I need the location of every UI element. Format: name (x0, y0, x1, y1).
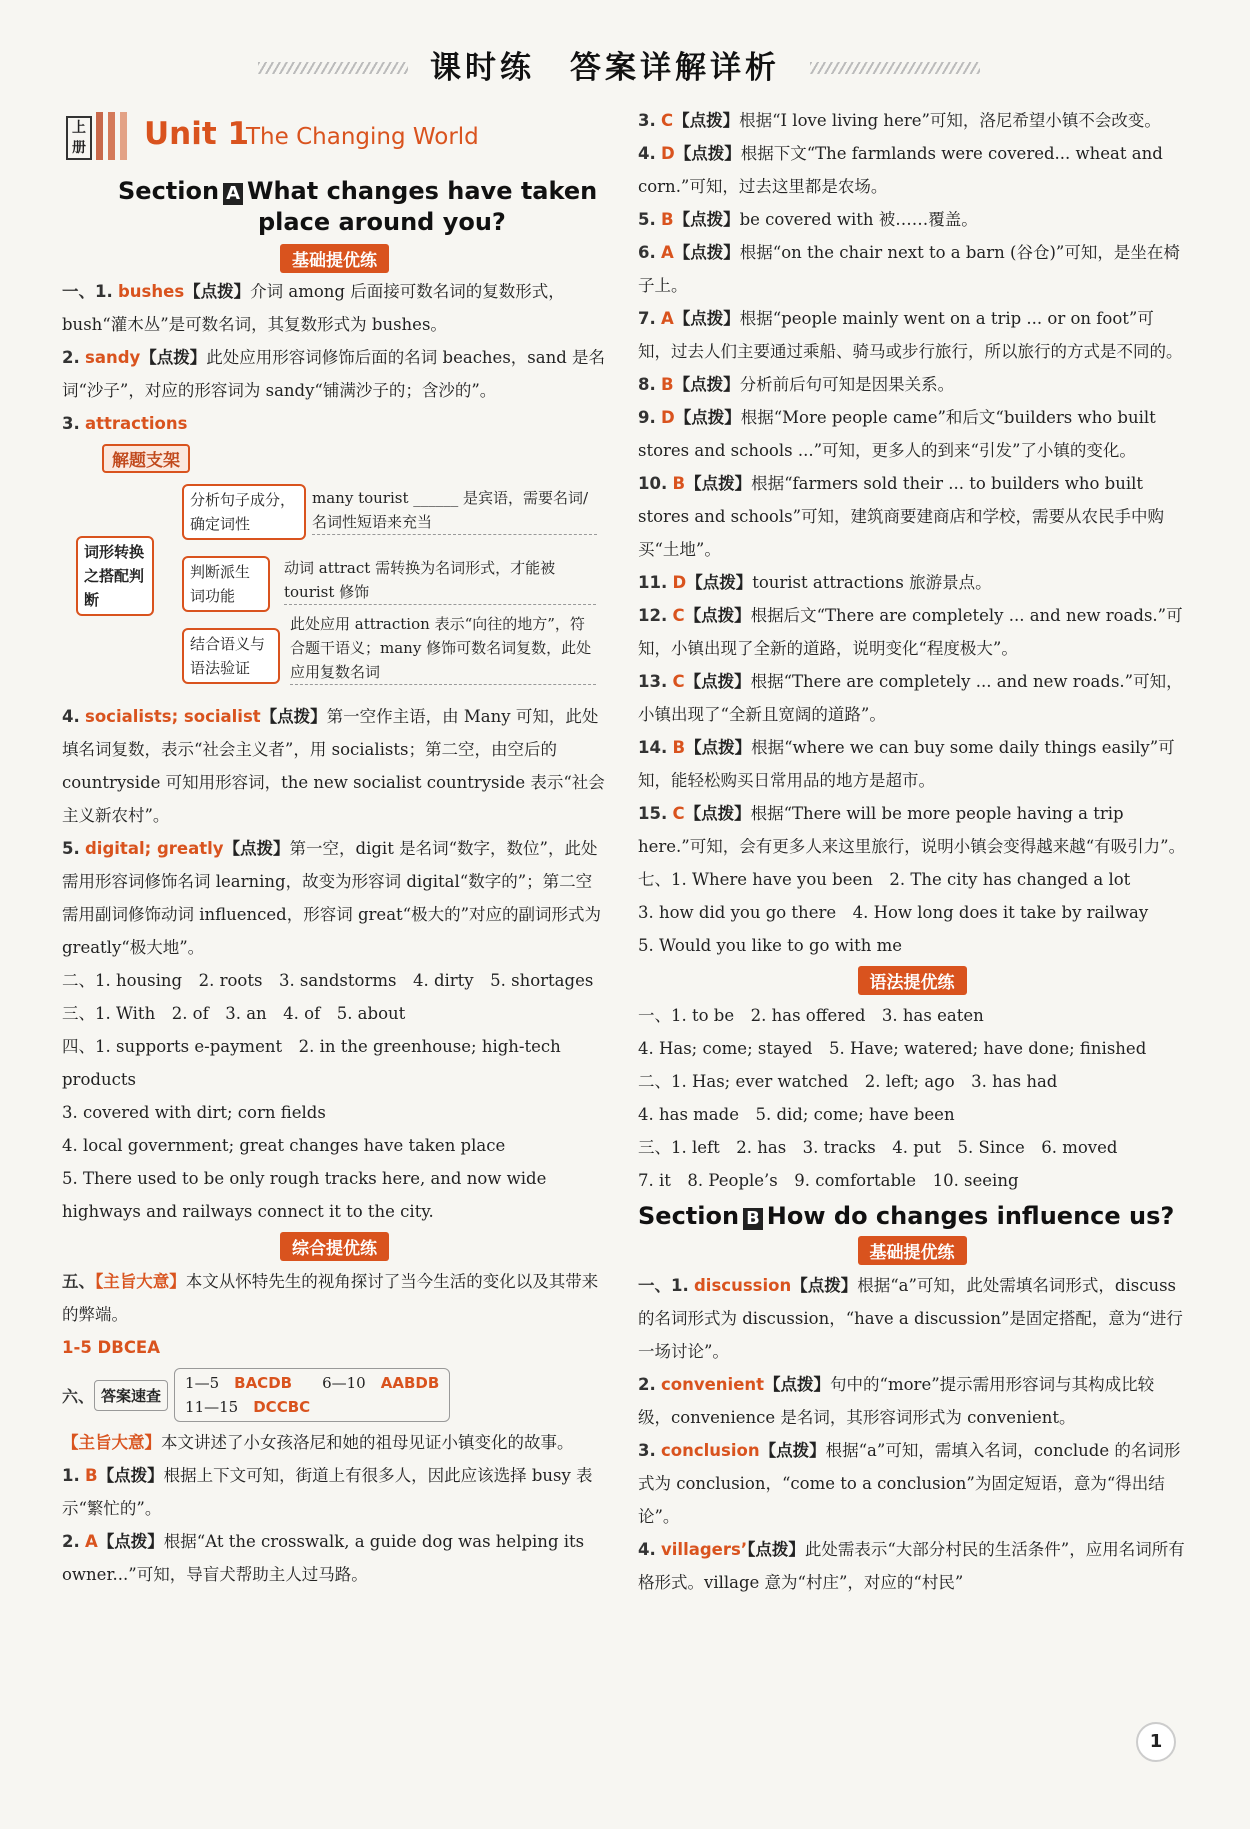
main-idea-tag: 【主旨大意】 (62, 1433, 161, 1452)
hint-tag: 【点拨】 (223, 839, 290, 858)
item-number: 15. (638, 804, 668, 823)
header-hatch-left (258, 62, 408, 74)
item-number: 六、 (62, 1386, 95, 1406)
answer-item (638, 302, 1186, 368)
explanation: 根据“There are completely ... and new roads.”可知，小镇出现了“全新且宽阔的道路”。 (638, 672, 1183, 724)
hint-tag: 【点拨】 (764, 1375, 831, 1394)
answer: D (672, 573, 687, 592)
item-number: 7. (638, 309, 656, 328)
answer: B (672, 474, 686, 493)
answer: B (672, 738, 686, 757)
item-number: 2. (62, 348, 80, 367)
answer-item (638, 467, 1186, 566)
page-number: 1 (1136, 1722, 1176, 1762)
explanation: 根据后文“There are completely ... and new roads.”可知，小镇出现了全新的道路，说明变化“程度极大”。 (638, 606, 1183, 658)
section-letter: B (743, 1208, 763, 1230)
explanation: 此处需表示“大部分村民的生活条件”，应用名词所有格形式。village 意为“村庄”，对应的“村民” (638, 1540, 1185, 1592)
answer: convenient (661, 1375, 765, 1394)
range: 6—10 (322, 1374, 366, 1392)
explanation: 此处应用形容词修饰后面的名词 beaches，sand 是名词“沙子”，对应的形容词为 sandy“铺满沙子的；含沙的”。 (62, 348, 606, 400)
item-number: 14. (638, 738, 668, 757)
answer-item (638, 1368, 1186, 1434)
answer-line: 四、1. supports e-payment 2. in the greenhouse; high-tech products (62, 1037, 561, 1089)
hint-tag: 【点拨】 (673, 309, 740, 328)
explanation: tourist attractions 旅游景点。 (752, 573, 992, 592)
answer-line: 三、1. With 2. of 3. an 4. of 5. about (62, 1004, 406, 1023)
main-idea-tag: 【主旨大意】 (95, 1272, 186, 1291)
main-idea (62, 1265, 607, 1331)
unit-name: The Changing World (246, 124, 479, 150)
hint-tag: 【点拨】 (759, 1441, 826, 1460)
quick-answer-box (62, 1368, 607, 1422)
hint-tag: 【点拨】 (791, 1276, 858, 1295)
hint-tag: 【点拨】 (685, 474, 752, 493)
diagram-branch-3: 结合语义与语法验证 (182, 628, 280, 684)
explanation: 根据“people mainly went on a trip ... or on foot”可知，过去人们主要通过乘船、骑马或步行旅行，所以旅行的方式是不同的。 (638, 309, 1183, 361)
hint-tag: 【点拨】 (684, 804, 751, 823)
header-hatch-right (810, 62, 980, 74)
item-number: 8. (638, 375, 656, 394)
answer-item (62, 341, 607, 407)
answer-line: 4. Has; come; stayed 5. Have; watered; have done; finished (638, 1039, 1147, 1058)
section-a-title-line2: place around you? (258, 208, 506, 236)
section-b-title (638, 1201, 1186, 1232)
item-number: 3. (62, 414, 80, 433)
answer-item (62, 1459, 607, 1525)
explanation: 根据“There will be more people having a trip here.”可知，会有更多人来这里旅行，说明小镇会变得越来越“有吸引力”。 (638, 804, 1186, 856)
answer-line: 1-5 DBCEA (62, 1338, 160, 1357)
answer: A (661, 309, 674, 328)
right-column (638, 104, 1186, 1599)
answer-item (62, 832, 607, 964)
answer: socialists; socialist (85, 707, 261, 726)
answer-item (638, 1269, 1186, 1368)
answer-line: 二、1. Has; ever watched 2. left; ago 3. has had (638, 1072, 1058, 1091)
answer-line: 一、1. to be 2. has offered 3. has eaten (638, 1006, 984, 1025)
hint-tag: 【点拨】 (684, 606, 751, 625)
explanation: 根据“a”可知，此处需填名词形式，discuss 的名词形式为 discussion，“have a discussion”是固定搭配，意为“进行一场讨论”。 (638, 1276, 1183, 1361)
section-a-title (62, 176, 607, 207)
item-number: 一、1. (62, 282, 113, 301)
answer: B (661, 210, 674, 229)
basic-practice-pill: 基础提优练 (280, 244, 389, 273)
answer-line: 4. local government; great changes have taken place (62, 1136, 506, 1155)
answer-item (638, 203, 1186, 236)
answer: C (661, 111, 674, 130)
basic-practice-pill: 基础提优练 (858, 1236, 967, 1265)
item-number: 1. (62, 1466, 80, 1485)
answer: bushes (118, 282, 185, 301)
explanation: 根据“a”可知，需填入名词，conclude 的名词形式为 conclusion，“come to a conclusion”为固定短语，意为“得出结论”。 (638, 1441, 1181, 1526)
answer-item (638, 104, 1186, 137)
answer-item (638, 566, 1186, 599)
unit-decor-bars (96, 112, 136, 160)
answer: B (661, 375, 674, 394)
item-number: 五、 (62, 1272, 95, 1291)
diagram-text-1: many tourist ______ 是宾语，需要名词/名词性短语来充当 (312, 486, 597, 535)
hint-tag: 【点拨】 (673, 243, 740, 262)
grammar-practice-pill: 语法提优练 (858, 966, 967, 995)
hint-tag: 【点拨】 (97, 1466, 164, 1485)
answer-item (638, 797, 1186, 863)
answer: A (661, 243, 674, 262)
answer: C (672, 672, 685, 691)
answer: attractions (85, 414, 188, 433)
unit-number: Unit 1 (144, 116, 250, 152)
item-number: 5. (638, 210, 656, 229)
hint-tag: 【点拨】 (184, 282, 251, 301)
answer: C (672, 804, 685, 823)
answer-line: 4. has made 5. did; come; have been (638, 1105, 955, 1124)
answers: DCCBC (253, 1398, 311, 1416)
quick-answer-grid (174, 1368, 450, 1422)
answer-item (62, 700, 607, 832)
explanation: 根据“I love living here”可知，洛尼希望小镇不会改变。 (739, 111, 1161, 130)
hint-tag: 【点拨】 (140, 348, 207, 367)
answer: B (85, 1466, 98, 1485)
item-number: 一、1. (638, 1276, 689, 1295)
answer-line: 3. how did you go there 4. How long does it take by railway (638, 903, 1149, 922)
range: 1—5 (185, 1374, 220, 1392)
answer-item (638, 1434, 1186, 1533)
answer: C (672, 606, 685, 625)
answer-item (62, 1525, 607, 1591)
answer: D (661, 144, 675, 163)
explanation: 根据“More people came”和后文“builders who built stores and schools ...”可知，更多人的到来“引发”了小镇的变化。 (638, 408, 1156, 460)
hint-tag: 【点拨】 (686, 573, 753, 592)
answer-item (638, 1533, 1186, 1599)
diagram-branch-2: 判断派生词功能 (182, 556, 270, 612)
answer: villagers’ (661, 1540, 748, 1559)
hint-tag: 【点拨】 (674, 144, 741, 163)
explanation: 第一空，digit 是名词“数字，数位”，此处需用形容词修饰名词 learning，故变为形容词 digital“数字的”；第二空需用副词修饰动词 influenced，形容词 great“极大的”对应的副词形式为 greatly“极大地”。 (62, 839, 602, 957)
answer-item (638, 731, 1186, 797)
item-number: 2. (62, 1532, 80, 1551)
explanation: 根据“on the chair next to a barn (谷仓)”可知，是坐在椅子上。 (638, 243, 1180, 295)
answer: sandy (85, 348, 141, 367)
range: 11—15 (185, 1398, 239, 1416)
answers: AABDB (380, 1374, 440, 1392)
explanation: 句中的“more”提示需用形容词与其构成比较级，convenience 是名词，其形容词形式为 convenient。 (638, 1375, 1155, 1427)
explanation: 根据上下文可知，街道上有很多人，因此应该选择 busy 表示“繁忙的”。 (62, 1466, 593, 1518)
item-number: 12. (638, 606, 668, 625)
answer-line: 7. it 8. People’s 9. comfortable 10. seeing (638, 1171, 1019, 1190)
explanation: 本文讲述了小女孩洛尼和她的祖母见证小镇变化的故事。 (161, 1433, 574, 1452)
answer: A (85, 1532, 98, 1551)
item-number: 5. (62, 839, 80, 858)
diagram-text-2: 动词 attract 需转换为名词形式，才能被 tourist 修饰 (284, 556, 596, 605)
answer: conclusion (661, 1441, 760, 1460)
item-number: 2. (638, 1375, 656, 1394)
hint-tag: 【点拨】 (673, 375, 740, 394)
explanation: be covered with 被……覆盖。 (739, 210, 978, 229)
diagram-root: 词形转换之搭配判断 (76, 536, 154, 616)
answer-item (62, 407, 607, 440)
left-column (62, 176, 607, 1591)
item-number: 10. (638, 474, 668, 493)
answer-line: 三、1. left 2. has 3. tracks 4. put 5. Since 6. moved (638, 1138, 1118, 1157)
item-number: 3. (638, 111, 656, 130)
explanation: 介词 among 后面接可数名词的复数形式，bush“灌木丛”是可数名词，其复数形式为 bushes。 (62, 282, 565, 334)
book-tag: 上册 (66, 116, 92, 160)
answer-item (638, 401, 1186, 467)
hint-tag: 【点拨】 (747, 1540, 805, 1559)
section-label: Section (118, 177, 220, 205)
item-number: 4. (638, 144, 656, 163)
diagram-text-3: 此处应用 attraction 表示“向往的地方”，符合题干语义；many 修饰可数名词复数，此处应用复数名词 (290, 612, 596, 685)
item-number: 3. (638, 1441, 656, 1460)
answer-item (62, 275, 607, 341)
hint-tag: 【点拨】 (673, 210, 740, 229)
item-number: 4. (638, 1540, 656, 1559)
answer: discussion (694, 1276, 792, 1295)
unit-heading (62, 112, 607, 164)
answer-item (638, 368, 1186, 401)
solution-diagram (62, 444, 607, 694)
explanation: 根据“where we can buy some daily things easily”可知，能轻松购买日常用品的地方是超市。 (638, 738, 1175, 790)
item-number: 4. (62, 707, 80, 726)
diagram-branch-1: 分析句子成分，确定词性 (182, 484, 306, 540)
answer-item (638, 236, 1186, 302)
answer: D (661, 408, 675, 427)
explanation: 本文从怀特先生的视角探讨了当今生活的变化以及其带来的弊端。 (62, 1272, 599, 1324)
explanation: 根据“At the crosswalk, a guide dog was helping its owner...”可知，导盲犬帮助主人过马路。 (62, 1532, 585, 1584)
hint-tag: 【点拨】 (684, 672, 751, 691)
item-number: 9. (638, 408, 656, 427)
hint-tag: 【点拨】 (674, 408, 741, 427)
page-title: 课时练 答案详解详析 (430, 50, 780, 86)
item-number: 6. (638, 243, 656, 262)
answer-line: 5. There used to be only rough tracks here, and now wide highways and railways connect it to the city. (62, 1169, 547, 1221)
item-number: 13. (638, 672, 668, 691)
main-idea (62, 1426, 607, 1459)
diagram-heading: 解题支架 (102, 444, 190, 473)
hint-tag: 【点拨】 (260, 707, 327, 726)
hint-tag: 【点拨】 (97, 1532, 164, 1551)
explanation: 根据“farmers sold their ... to builders who built stores and schools”可知，建筑商要建商店和学校，需要从农民手中购买“土地”。 (638, 474, 1165, 559)
comprehensive-practice-pill: 综合提优练 (280, 1232, 389, 1261)
section-title: How do changes influence us? (766, 1202, 1175, 1230)
section-title-line1: What changes have taken (247, 177, 598, 205)
hint-tag: 【点拨】 (673, 111, 740, 130)
answer-line: 七、1. Where have you been 2. The city has changed a lot (638, 870, 1131, 889)
item-number: 11. (638, 573, 668, 592)
page-header (0, 40, 1250, 90)
answer-line: 二、1. housing 2. roots 3. sandstorms 4. dirty 5. shortages (62, 971, 594, 990)
answer-item (638, 665, 1186, 731)
answer-item (638, 599, 1186, 665)
explanation: 分析前后句可知是因果关系。 (739, 375, 955, 394)
section-label: Section (638, 1202, 740, 1230)
hint-tag: 【点拨】 (685, 738, 752, 757)
explanation: 第一空作主语，由 Many 可知，此处填名词复数，表示“社会主义者”，用 socialists；第二空，由空后的 countryside 可知用形容词，the new socialist countryside 表示“社会主义新农村”。 (62, 707, 605, 825)
quick-answer-label: 答案速查 (94, 1380, 168, 1411)
answers: BACDB (234, 1374, 293, 1392)
answer-item (638, 137, 1186, 203)
answer-line: 5. Would you like to go with me (638, 936, 903, 955)
answer-line: 3. covered with dirt; corn fields (62, 1103, 326, 1122)
explanation: 根据下文“The farmlands were covered... wheat and corn.”可知，过去这里都是农场。 (638, 144, 1163, 196)
answer: digital; greatly (85, 839, 224, 858)
section-letter: A (223, 183, 243, 205)
